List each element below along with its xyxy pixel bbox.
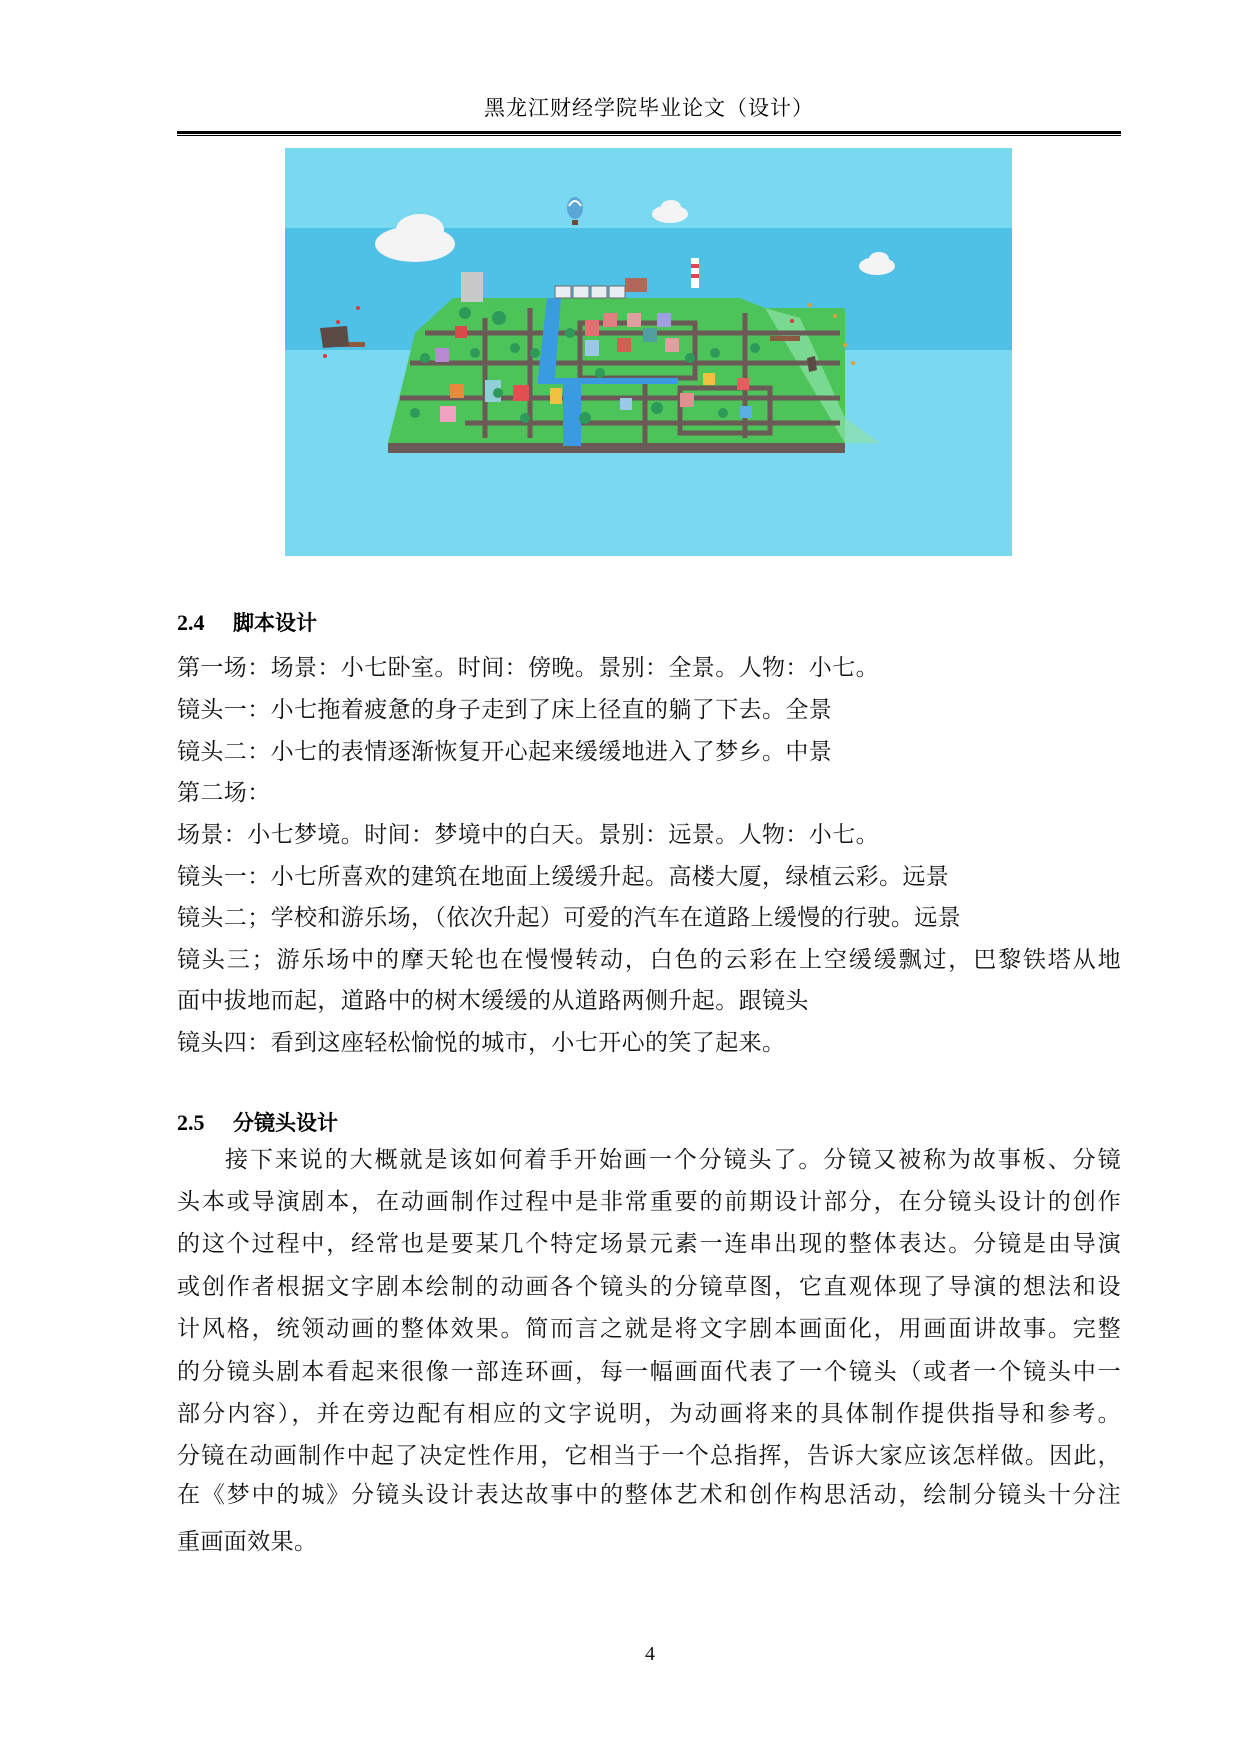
paragraph-line: 部分内容），并在旁边配有相应的文字说明，为动画将来的具体制作提供指导和参考。 bbox=[177, 1401, 1121, 1427]
paragraph-line: 分镜在动画制作中起了决定性作用，它相当于一个总指挥，告诉大家应该怎样做。因此， bbox=[177, 1443, 1121, 1469]
section-number: 2.4 bbox=[177, 610, 205, 635]
city-illustration bbox=[285, 148, 1012, 556]
script-line: 镜头四：看到这座轻松愉悦的城市，小七开心的笑了起来。 bbox=[177, 1030, 786, 1056]
paragraph-line: 的这个过程中，经常也是要某几个特定场景元素一连串出现的整体表达。分镜是由导演 bbox=[177, 1231, 1121, 1257]
script-line: 镜头二；学校和游乐场，（依次升起）可爱的汽车在道路上缓慢的行驶。远景 bbox=[177, 905, 962, 931]
script-line: 第一场：场景：小七卧室。时间：傍晚。景别：全景。人物：小七。 bbox=[177, 655, 879, 681]
script-line: 镜头二：小七的表情逐渐恢复开心起来缓缓地进入了梦乡。中景 bbox=[177, 739, 833, 765]
script-line: 镜头一：小七所喜欢的建筑在地面上缓缓升起。高楼大厦，绿植云彩。远景 bbox=[177, 864, 950, 890]
section-heading-2-4 bbox=[177, 605, 317, 641]
city-render-figure bbox=[285, 148, 1012, 556]
script-line: 镜头三；游乐场中的摩天轮也在慢慢转动，白色的云彩在上空缓缓飘过，巴黎铁塔从地 bbox=[177, 947, 1121, 973]
page-header: 黑龙江财经学院毕业论文（设计） bbox=[484, 96, 814, 120]
script-line: 场景：小七梦境。时间：梦境中的白天。景别：远景。人物：小七。 bbox=[177, 822, 879, 848]
paragraph-line: 或创作者根据文字剧本绘制的动画各个镜头的分镜草图，它直观体现了导演的想法和设 bbox=[177, 1274, 1121, 1300]
section-title: 脚本设计 bbox=[233, 611, 317, 635]
paragraph-line: 头本或导演剧本，在动画制作过程中是非常重要的前期设计部分，在分镜头设计的创作 bbox=[177, 1189, 1121, 1215]
section-heading-2-5 bbox=[177, 1105, 338, 1141]
script-line: 面中拔地而起，道路中的树木缓缓的从道路两侧升起。跟镜头 bbox=[177, 988, 809, 1014]
paragraph-line: 重画面效果。 bbox=[177, 1529, 318, 1555]
header-rule-thick bbox=[177, 131, 1121, 134]
script-line: 第二场： bbox=[177, 780, 271, 806]
paragraph-line: 计风格，统领动画的整体效果。简而言之就是将文字剧本画面化，用画面讲故事。完整 bbox=[177, 1316, 1121, 1342]
script-line: 镜头一：小七拖着疲惫的身子走到了床上径直的躺了下去。全景 bbox=[177, 697, 833, 723]
header-rule-thin bbox=[177, 135, 1121, 136]
section-title: 分镜头设计 bbox=[233, 1111, 338, 1135]
paragraph-line: 的分镜头剧本看起来很像一部连环画，每一幅画面代表了一个镜头（或者一个镜头中一 bbox=[177, 1359, 1121, 1385]
paragraph-line: 在《梦中的城》分镜头设计表达故事中的整体艺术和创作构思活动，绘制分镜头十分注 bbox=[177, 1482, 1121, 1508]
section-number: 2.5 bbox=[177, 1110, 205, 1135]
page-number: 4 bbox=[645, 1643, 655, 1665]
paragraph-line: 接下来说的大概就是该如何着手开始画一个分镜头了。分镜又被称为故事板、分镜 bbox=[225, 1147, 1121, 1173]
